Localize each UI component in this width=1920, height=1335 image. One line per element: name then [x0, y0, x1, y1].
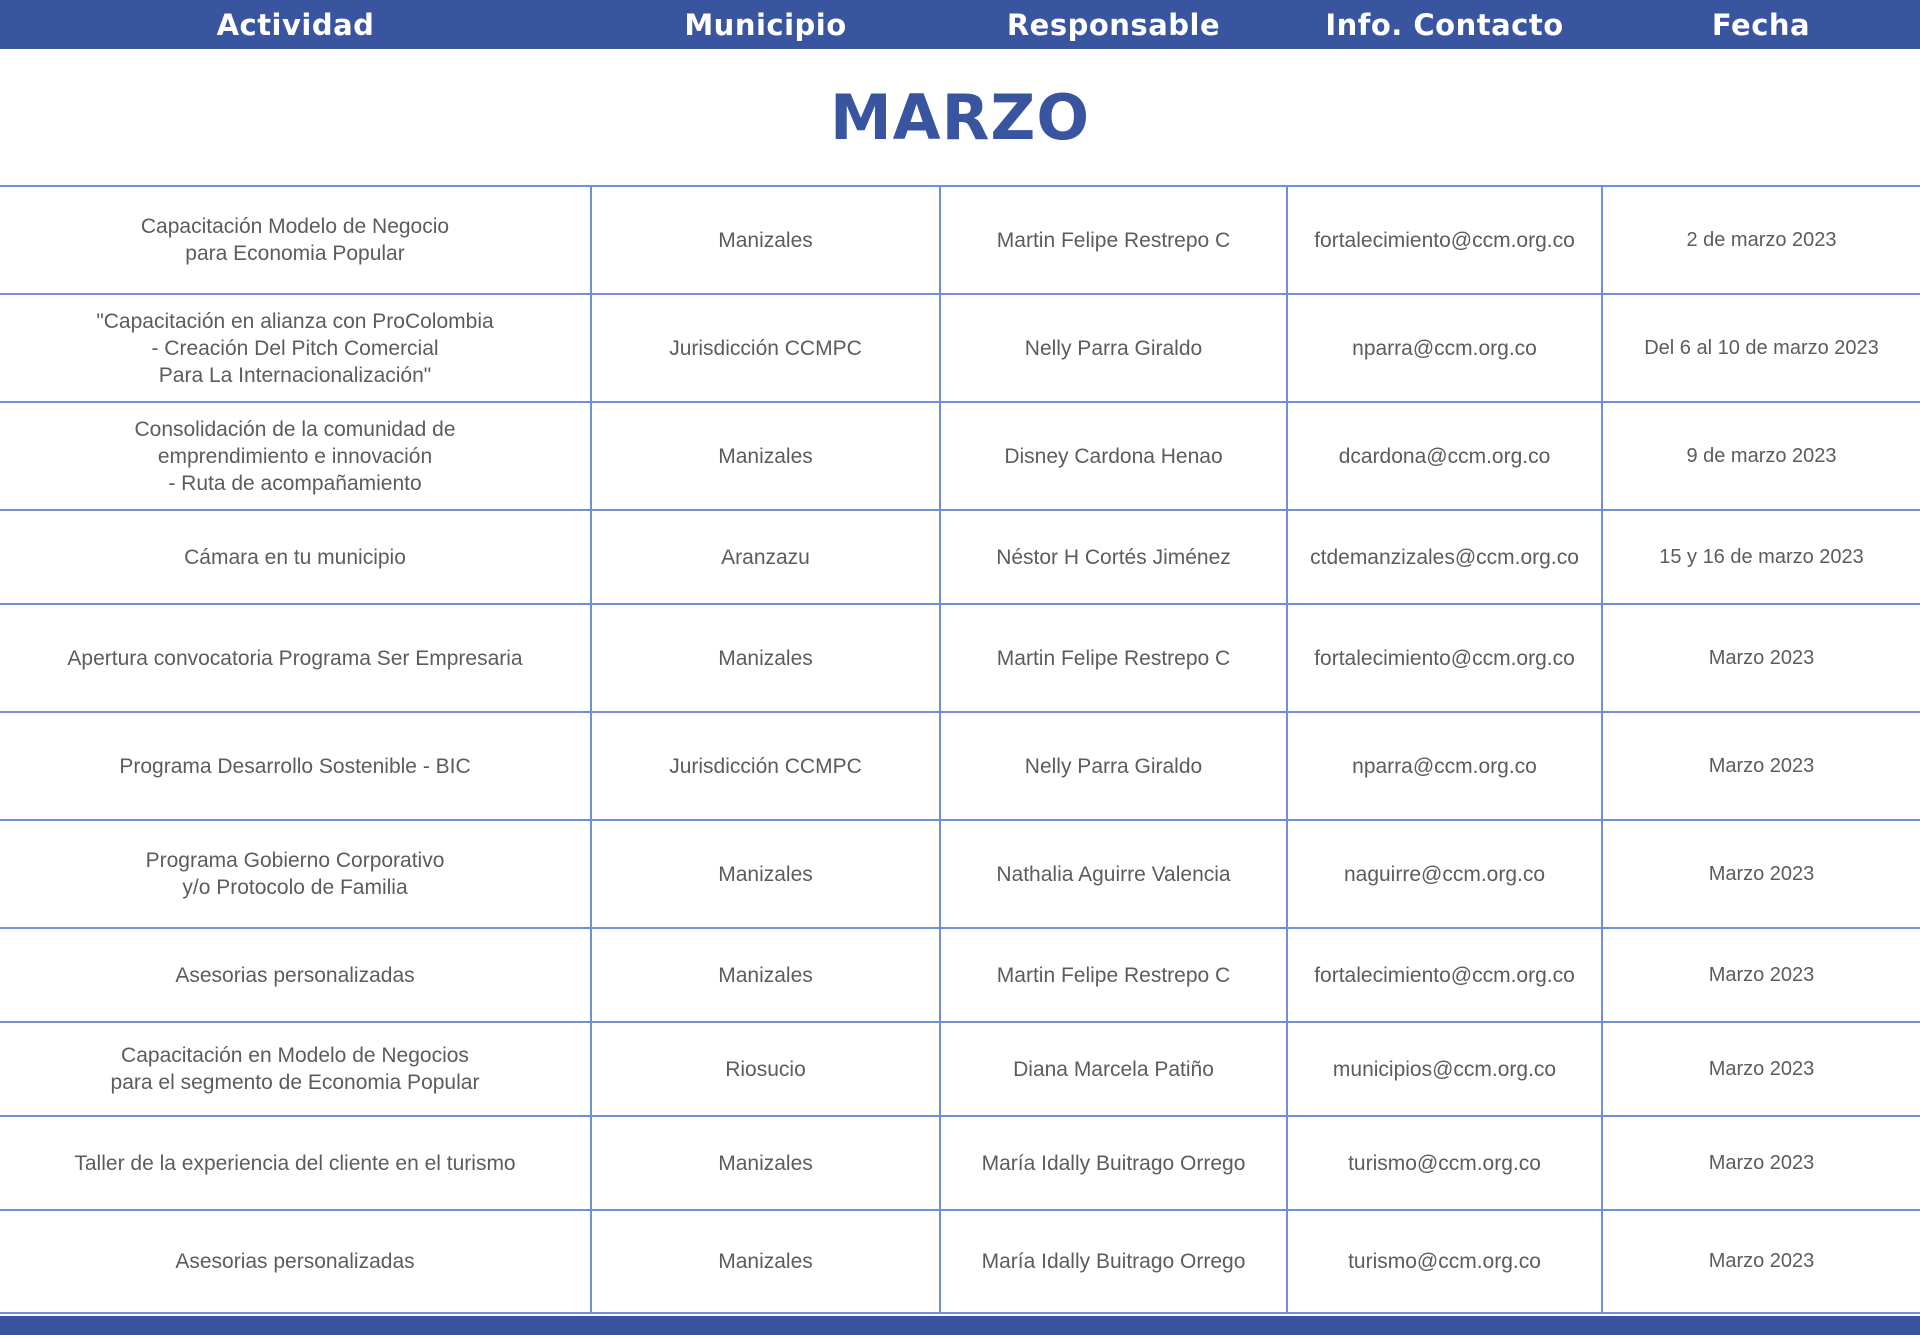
- footer-bar: [0, 1316, 1920, 1335]
- cell-municipio: Manizales: [591, 604, 940, 712]
- cell-fecha: Marzo 2023: [1602, 1116, 1920, 1210]
- cell-municipio: Manizales: [591, 402, 940, 510]
- cell-contacto[interactable]: fortalecimiento@ccm.org.co: [1287, 604, 1602, 712]
- cell-municipio: Jurisdicción CCMPC: [591, 294, 940, 402]
- cell-fecha: Marzo 2023: [1602, 1210, 1920, 1313]
- cell-municipio: Jurisdicción CCMPC: [591, 712, 940, 820]
- table-row: [0, 820, 1920, 928]
- cell-municipio: Manizales: [591, 1116, 940, 1210]
- cell-municipio: Manizales: [591, 186, 940, 294]
- cell-responsable: Néstor H Cortés Jiménez: [940, 510, 1287, 604]
- table-header: [0, 0, 1920, 49]
- cell-fecha: Marzo 2023: [1602, 928, 1920, 1022]
- cell-actividad: Programa Gobierno Corporativo y/o Protocolo de Familia: [0, 820, 591, 928]
- header-municipio: Municipio: [684, 7, 847, 42]
- cell-contacto[interactable]: naguirre@ccm.org.co: [1287, 820, 1602, 928]
- cell-responsable: Diana Marcela Patiño: [940, 1022, 1287, 1116]
- cell-contacto[interactable]: fortalecimiento@ccm.org.co: [1287, 928, 1602, 1022]
- cell-municipio: Aranzazu: [591, 510, 940, 604]
- cell-actividad: Cámara en tu municipio: [0, 510, 591, 604]
- cell-actividad: Consolidación de la comunidad de emprendimiento e innovación - Ruta de acompañamiento: [0, 402, 591, 510]
- cell-contacto[interactable]: municipios@ccm.org.co: [1287, 1022, 1602, 1116]
- cell-actividad: Asesorias personalizadas: [0, 928, 591, 1022]
- table-row: [0, 928, 1920, 1022]
- table-row: [0, 186, 1920, 294]
- cell-responsable: Disney Cardona Henao: [940, 402, 1287, 510]
- cell-fecha: 15 y 16 de marzo 2023: [1602, 510, 1920, 604]
- cell-responsable: Nathalia Aguirre Valencia: [940, 820, 1287, 928]
- cell-actividad: Capacitación Modelo de Negocio para Economia Popular: [0, 186, 591, 294]
- cell-contacto[interactable]: turismo@ccm.org.co: [1287, 1210, 1602, 1313]
- table-row: [0, 1116, 1920, 1210]
- cell-fecha: Marzo 2023: [1602, 712, 1920, 820]
- table-row: [0, 510, 1920, 604]
- cell-contacto[interactable]: nparra@ccm.org.co: [1287, 294, 1602, 402]
- cell-municipio: Manizales: [591, 820, 940, 928]
- cell-responsable: Martin Felipe Restrepo C: [940, 604, 1287, 712]
- cell-actividad: Taller de la experiencia del cliente en el turismo: [0, 1116, 591, 1210]
- cell-responsable: Martin Felipe Restrepo C: [940, 186, 1287, 294]
- cell-municipio: Manizales: [591, 1210, 940, 1313]
- cell-fecha: Marzo 2023: [1602, 1022, 1920, 1116]
- header-responsable: Responsable: [1006, 7, 1221, 42]
- table-row: [0, 402, 1920, 510]
- cell-fecha: Marzo 2023: [1602, 604, 1920, 712]
- cell-contacto[interactable]: ctdemanzizales@ccm.org.co: [1287, 510, 1602, 604]
- cell-contacto[interactable]: turismo@ccm.org.co: [1287, 1116, 1602, 1210]
- cell-contacto[interactable]: nparra@ccm.org.co: [1287, 712, 1602, 820]
- cell-actividad: Asesorias personalizadas: [0, 1210, 591, 1313]
- activities-table: [0, 185, 1920, 1314]
- header-fecha: Fecha: [1711, 7, 1811, 42]
- cell-actividad: Apertura convocatoria Programa Ser Empresaria: [0, 604, 591, 712]
- cell-actividad: Programa Desarrollo Sostenible - BIC: [0, 712, 591, 820]
- cell-responsable: María Idally Buitrago Orrego: [940, 1116, 1287, 1210]
- table-row: [0, 604, 1920, 712]
- header-info-contacto: Info. Contacto: [1325, 7, 1564, 42]
- cell-actividad: Capacitación en Modelo de Negocios para el segmento de Economia Popular: [0, 1022, 591, 1116]
- month-title: MARZO: [829, 80, 1091, 154]
- header-actividad: Actividad: [216, 7, 375, 42]
- table-row: [0, 712, 1920, 820]
- cell-responsable: Martin Felipe Restrepo C: [940, 928, 1287, 1022]
- cell-actividad: "Capacitación en alianza con ProColombia - Creación Del Pitch Comercial Para La Internacionalización": [0, 294, 591, 402]
- cell-contacto[interactable]: dcardona@ccm.org.co: [1287, 402, 1602, 510]
- cell-fecha: 9 de marzo 2023: [1602, 402, 1920, 510]
- cell-municipio: Manizales: [591, 928, 940, 1022]
- table-row: [0, 1022, 1920, 1116]
- table-row: [0, 294, 1920, 402]
- cell-responsable: María Idally Buitrago Orrego: [940, 1210, 1287, 1313]
- cell-fecha: Del 6 al 10 de marzo 2023: [1602, 294, 1920, 402]
- cell-fecha: 2 de marzo 2023: [1602, 186, 1920, 294]
- cell-municipio: Riosucio: [591, 1022, 940, 1116]
- cell-responsable: Nelly Parra Giraldo: [940, 294, 1287, 402]
- cell-responsable: Nelly Parra Giraldo: [940, 712, 1287, 820]
- cell-fecha: Marzo 2023: [1602, 820, 1920, 928]
- cell-contacto[interactable]: fortalecimiento@ccm.org.co: [1287, 186, 1602, 294]
- table-row: [0, 1210, 1920, 1313]
